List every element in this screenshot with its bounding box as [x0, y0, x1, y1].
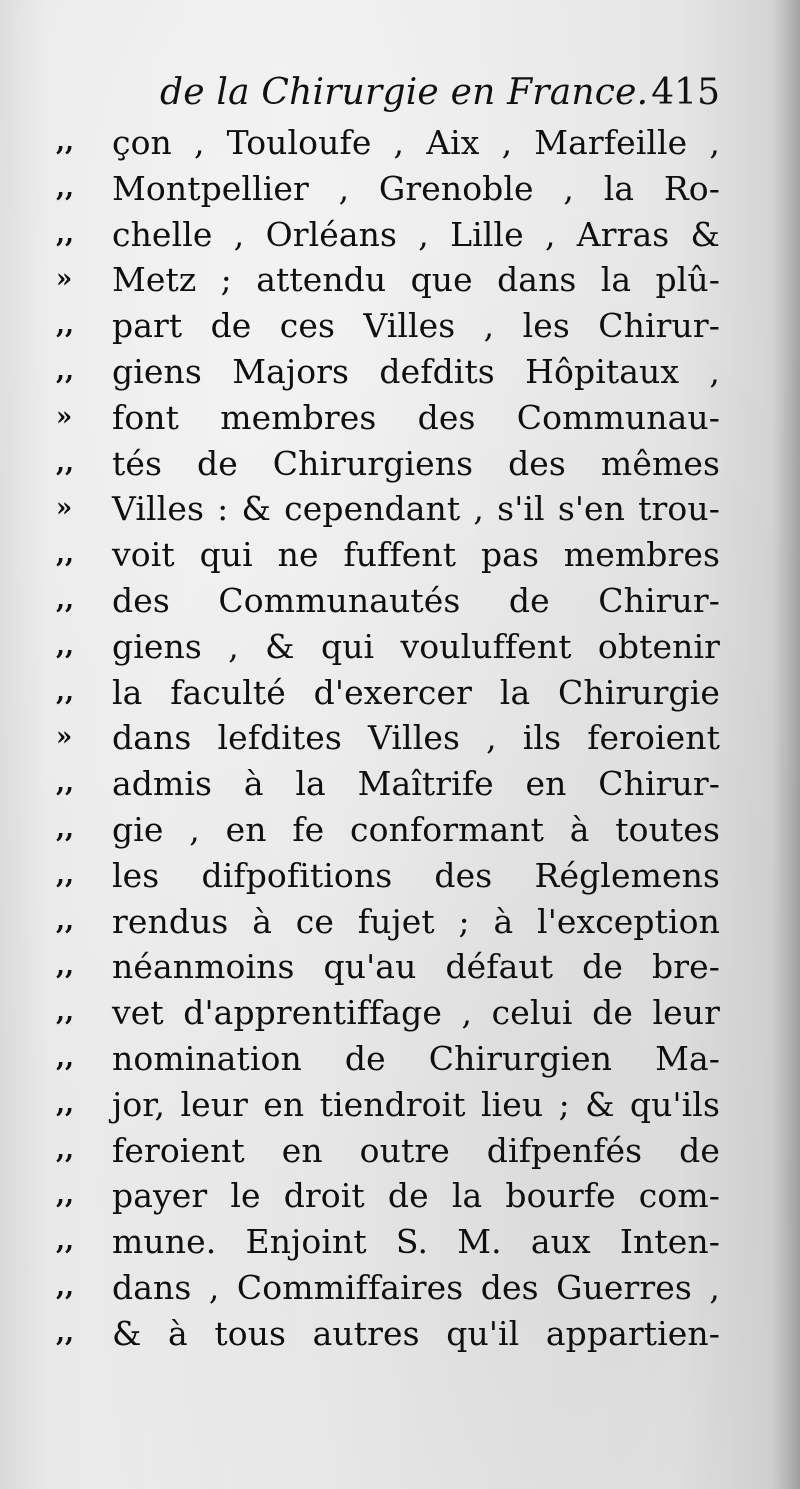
line-text: giens Majors defdits Hôpitaux , [112, 351, 720, 391]
line-text: feroient en outre difpenfés de [112, 1130, 720, 1170]
line-text: jor, leur en tiendroit lieu ; & qu'ils [112, 1084, 720, 1124]
text-line [56, 441, 720, 487]
quote-mark: » [56, 722, 73, 753]
line-text: des Communautés de Chirur- [112, 580, 720, 620]
quote-mark: ,, [56, 1134, 75, 1165]
text-line [56, 1265, 720, 1311]
quote-mark: ,, [56, 1042, 75, 1073]
text-line [56, 1082, 720, 1128]
quote-mark: ,, [56, 859, 75, 890]
text-line [56, 257, 720, 303]
body-text [56, 120, 720, 1357]
line-text: nomination de Chirurgien Ma- [112, 1038, 720, 1078]
line-text: chelle , Orléans , Lille , Arras & [112, 214, 720, 254]
quote-mark: ,, [56, 1180, 75, 1211]
line-text: Montpellier , Grenoble , la Ro- [112, 168, 720, 208]
text-line [56, 899, 720, 945]
quote-mark: ,, [56, 127, 75, 157]
text-line [56, 761, 720, 807]
text-line [56, 1036, 720, 1082]
line-text: & à tous autres qu'il appartien- [112, 1313, 720, 1353]
line-text: rendus à ce fujet ; à l'exception [112, 901, 720, 941]
line-text: tés de Chirurgiens des mêmes [112, 443, 720, 483]
text-line [56, 349, 720, 395]
quote-mark: ,, [56, 1317, 75, 1348]
text-line [56, 1311, 720, 1357]
text-line [56, 944, 720, 990]
quote-mark: ,, [56, 905, 75, 936]
quote-mark: » [56, 401, 73, 432]
line-text: dans , Commiffaires des Guerres , [112, 1267, 720, 1307]
text-line [56, 990, 720, 1036]
line-text: payer le droit de la bourfe com- [112, 1176, 720, 1216]
quote-mark: ,, [56, 539, 75, 570]
text-line [56, 1219, 720, 1265]
quote-mark: ,, [56, 951, 75, 982]
line-text: font membres des Communau- [112, 397, 720, 437]
text-line [56, 624, 720, 670]
line-text: vet d'apprentiffage , celui de leur [112, 993, 720, 1033]
quote-mark: ,, [56, 584, 75, 615]
spine-shadow [772, 0, 800, 1489]
quote-mark: » [56, 264, 73, 295]
text-line [56, 532, 720, 578]
line-text: Metz ; attendu que dans la plû- [112, 260, 720, 300]
text-line [56, 212, 720, 258]
line-text: voit qui ne fuffent pas membres [112, 535, 720, 575]
quote-mark: ,, [56, 630, 75, 661]
line-text: mune. Enjoint S. M. aux Inten- [112, 1222, 720, 1262]
line-text: part de ces Villes , les Chirur- [112, 306, 720, 346]
page-number: 415 [651, 72, 720, 113]
line-text: giens , & qui vouluffent obtenir [112, 626, 720, 666]
quote-mark: ,, [56, 1226, 75, 1257]
line-text: çon , Touloufe , Aix , Marfeille , [112, 123, 720, 162]
text-line [56, 1173, 720, 1219]
running-title: de la Chirurgie en France. [160, 72, 649, 113]
text-line [56, 1128, 720, 1174]
line-text: les difpofitions des Réglemens [112, 855, 720, 895]
line-text: néanmoins qu'au défaut de bre- [112, 947, 720, 987]
line-text: admis à la Maîtrife en Chirur- [112, 764, 720, 804]
text-line [56, 853, 720, 899]
text-line [56, 807, 720, 853]
text-line [56, 578, 720, 624]
line-text: dans lefdites Villes , ils feroient [112, 718, 720, 758]
quote-mark: ,, [56, 1088, 75, 1119]
text-line [56, 303, 720, 349]
text-line [56, 120, 720, 166]
quote-mark: ,, [56, 813, 75, 844]
quote-mark: ,, [56, 676, 75, 707]
quote-mark: ,, [56, 218, 75, 249]
quote-mark: ,, [56, 355, 75, 386]
line-text: Villes : & cependant , s'il s'en trou- [112, 489, 720, 529]
quote-mark: » [56, 493, 73, 524]
text-line [56, 486, 720, 532]
text-line [56, 715, 720, 761]
quote-mark: ,, [56, 447, 75, 478]
quote-mark: ,, [56, 310, 75, 341]
text-line [56, 395, 720, 441]
quote-mark: ,, [56, 1271, 75, 1302]
quote-mark: ,, [56, 997, 75, 1028]
line-text: la faculté d'exercer la Chirurgie [112, 672, 720, 712]
quote-mark: ,, [56, 172, 75, 203]
line-text: gie , en fe conformant à toutes [112, 809, 720, 849]
text-line [56, 670, 720, 716]
quote-mark: ,, [56, 768, 75, 799]
text-line [56, 166, 720, 212]
